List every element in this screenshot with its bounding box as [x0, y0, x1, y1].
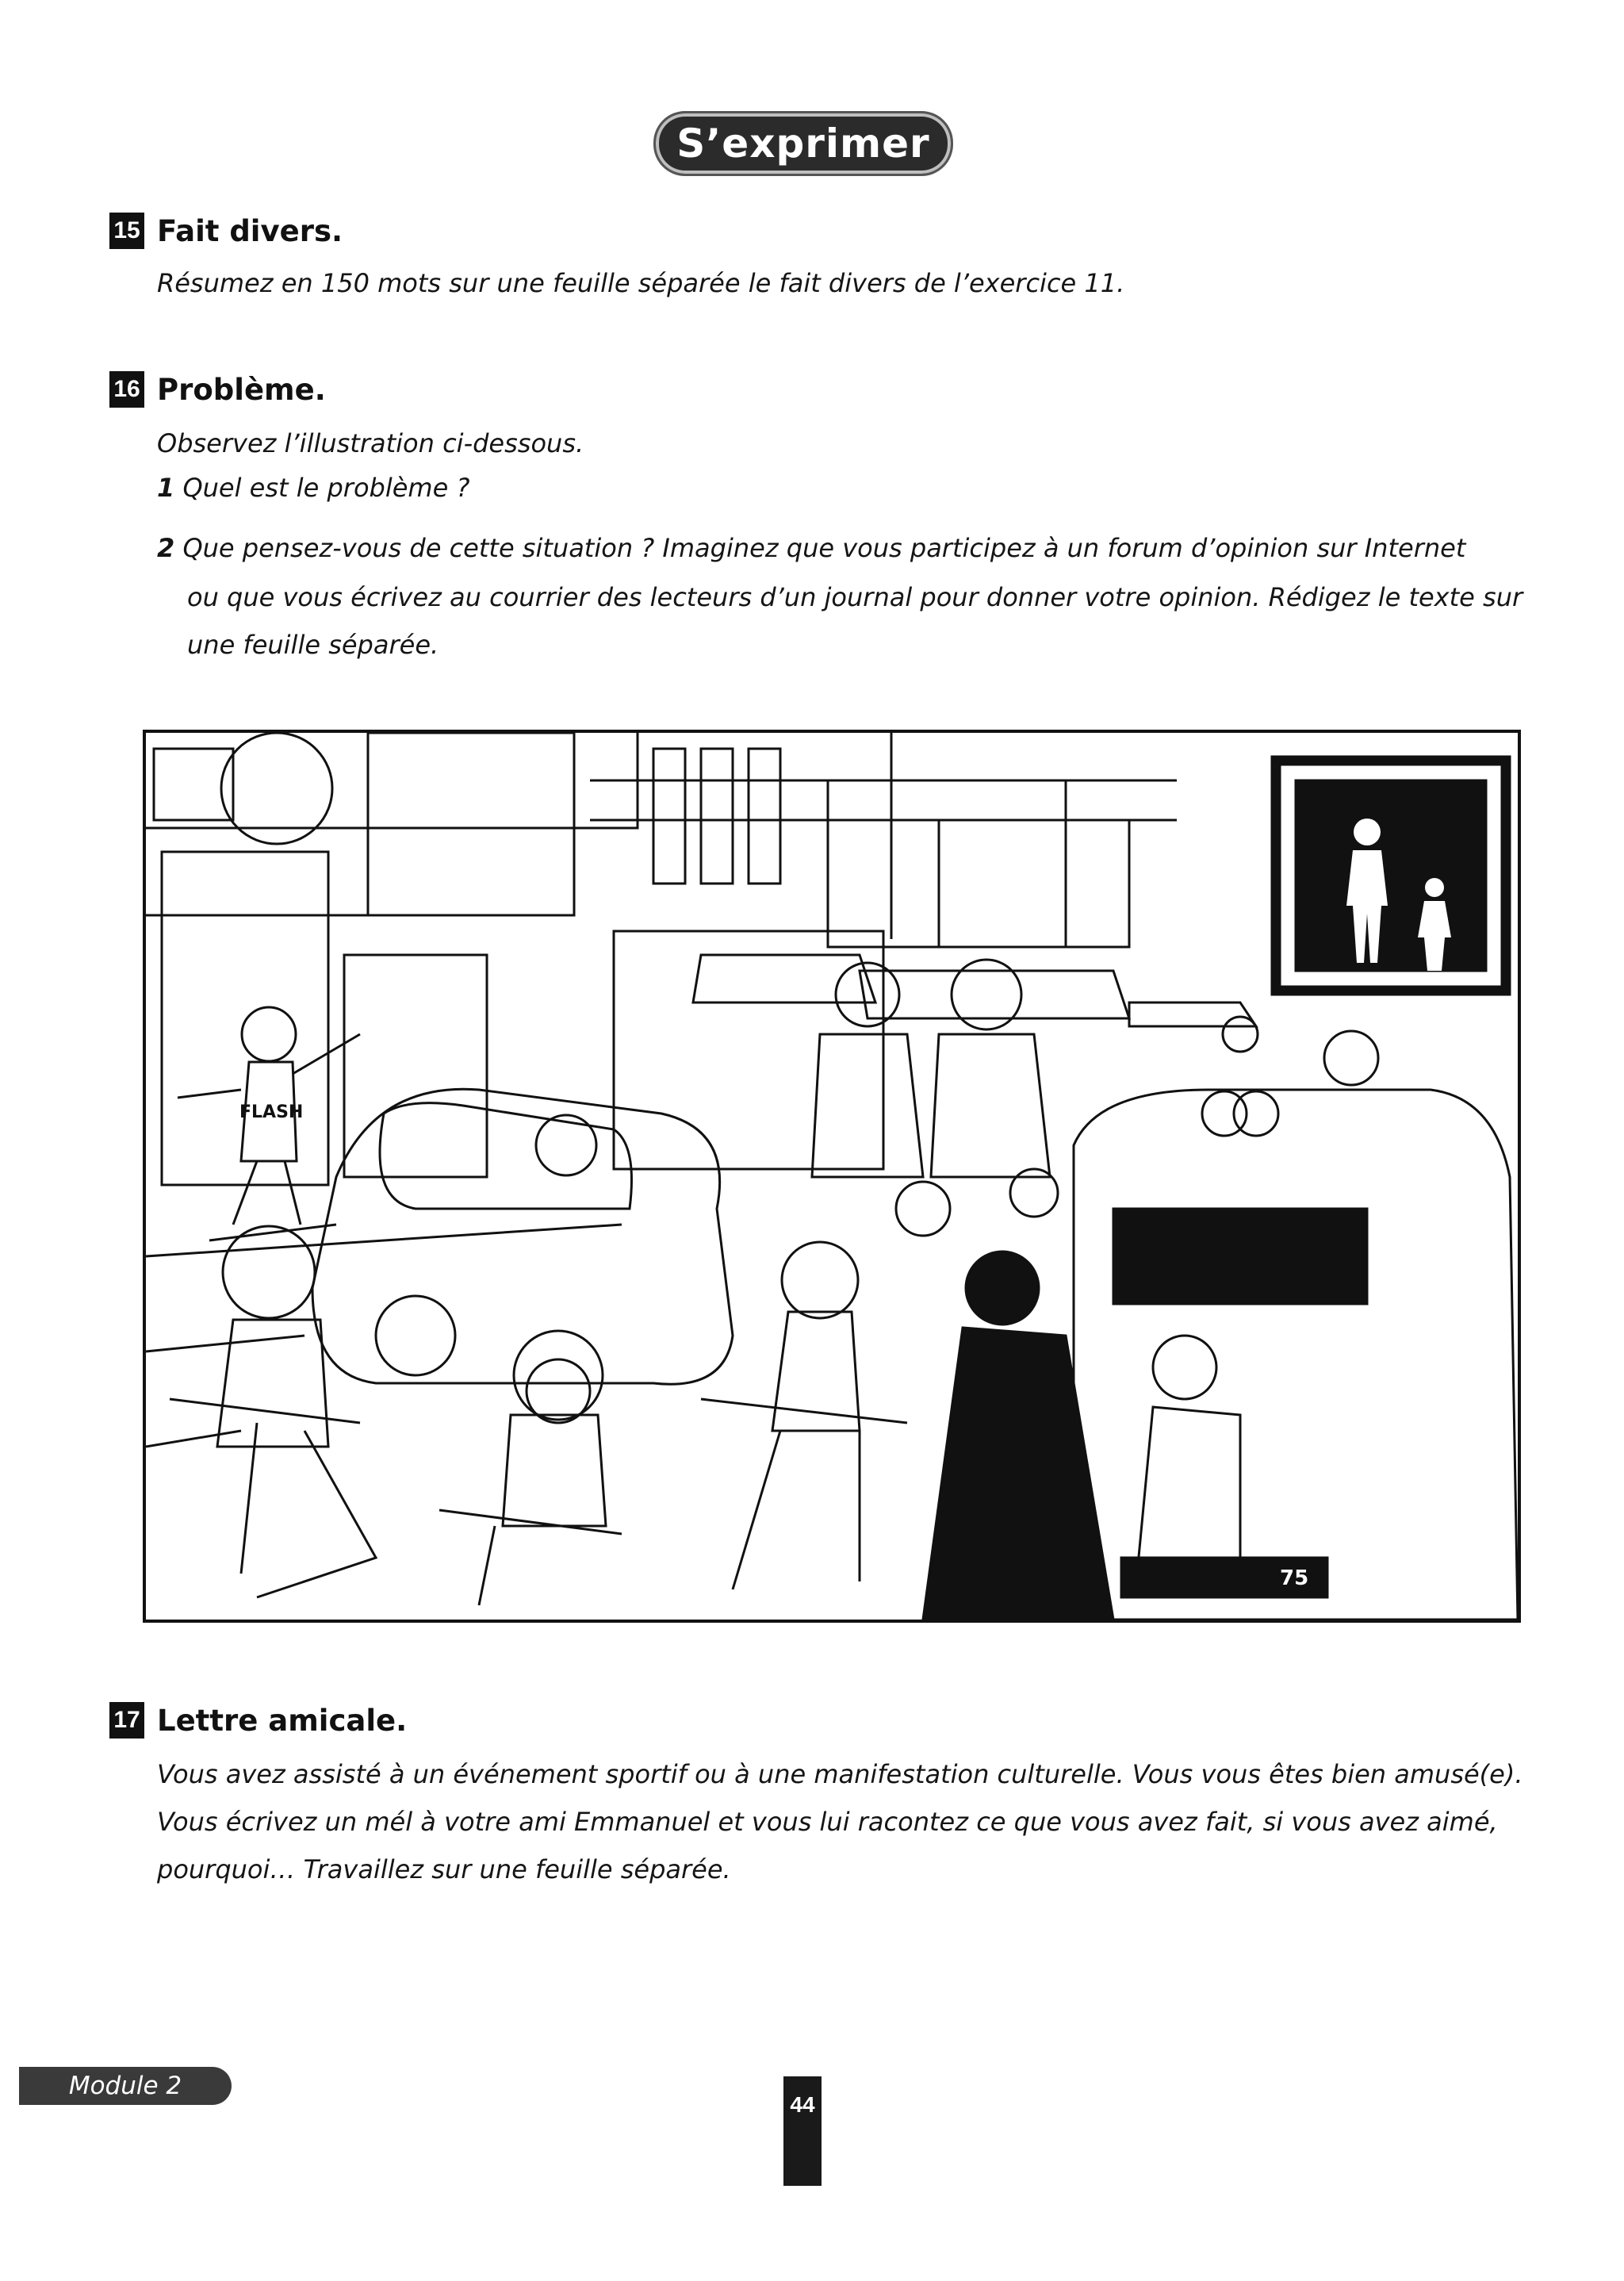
section-title: S’exprimer: [676, 121, 930, 167]
street-scene-drawing: [146, 733, 1518, 1620]
exercise-17-line-3: pourquoi… Travaillez sur une feuille séparée.: [157, 1854, 731, 1884]
question-1-text: Quel est le problème ?: [182, 473, 470, 503]
module-label: Module 2: [68, 2072, 182, 2100]
question-2-text-1: Que pensez-vous de cette situation ? Imaginez que vous participez à un forum d’opinion sur Internet: [182, 533, 1466, 563]
exercise-15-title: Fait divers.: [157, 214, 343, 248]
tshirt-text: FLASH: [239, 1102, 304, 1122]
exercise-16-title: Problème.: [157, 373, 326, 407]
exercise-17-line-2: Vous écrivez un mél à votre ami Emmanuel et vous lui racontez ce que vous avez fait, si vous avez aimé,: [157, 1807, 1498, 1837]
exercise-16-question-2-line-1: [157, 533, 1465, 563]
module-badge: [19, 2067, 232, 2105]
exercise-15-number: 15: [109, 213, 144, 249]
street-scene-illustration: [143, 730, 1521, 1623]
exercise-15-instruction: Résumez en 150 mots sur une feuille séparée le fait divers de l’exercice 11.: [157, 268, 1125, 298]
exercise-16-number: 16: [109, 371, 144, 408]
exercise-16-question-2-line-3: une feuille séparée.: [187, 630, 439, 660]
question-1-number: 1: [157, 473, 175, 503]
exercise-17-number: 17: [109, 1702, 144, 1739]
exercise-16-question-1: [157, 473, 469, 503]
exercise-17-line-1: Vous avez assisté à un événement sportif ou à une manifestation culturelle. Vous vous êtes bien amusé(e).: [157, 1759, 1523, 1789]
page-number: 44: [783, 2076, 822, 2186]
section-title-badge: [653, 111, 953, 176]
question-2-number: 2: [157, 533, 175, 563]
license-plate-text: 75: [1280, 1566, 1309, 1590]
exercise-17-title: Lettre amicale.: [157, 1704, 408, 1738]
exercise-16-question-2-line-2: ou que vous écrivez au courrier des lecteurs d’un journal pour donner votre opinion. Rédigez le texte sur: [187, 582, 1523, 612]
exercise-16-intro: Observez l’illustration ci-dessous.: [157, 428, 584, 458]
